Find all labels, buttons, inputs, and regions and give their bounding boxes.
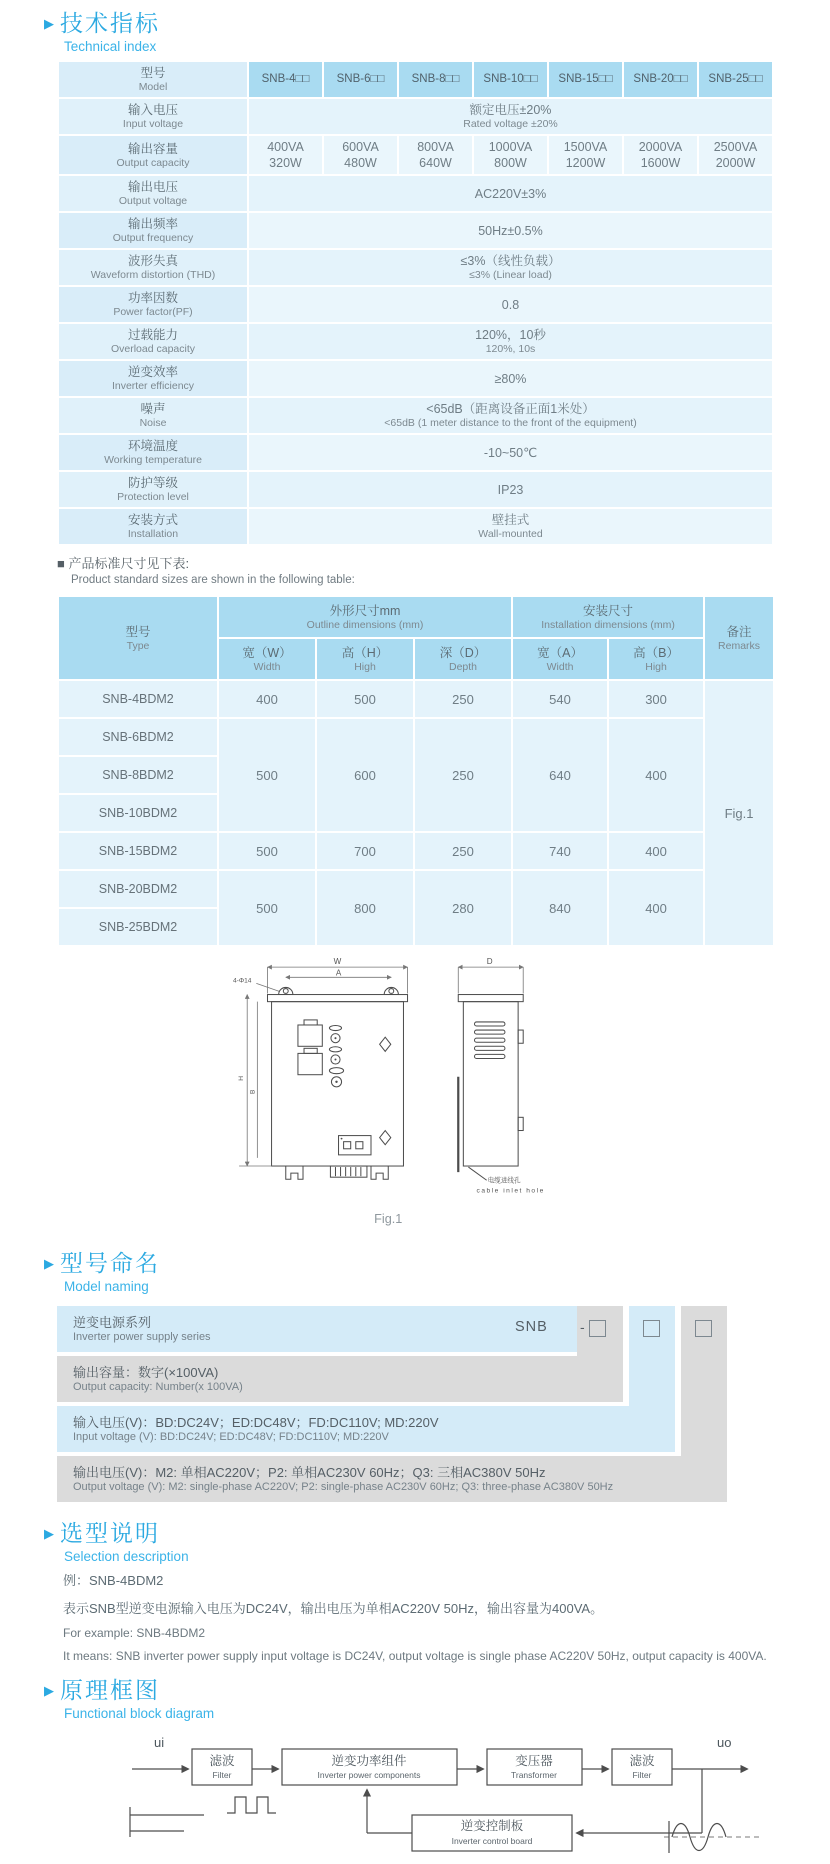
front-view — [233, 957, 408, 1179]
selection-example-en: For example: SNB-4BDM2 — [63, 1626, 206, 1640]
naming-row-series: 逆变电源系列 Inverter power supply series — [57, 1306, 577, 1352]
code-dash: - — [580, 1319, 585, 1335]
section-arrow-icon: ▶ — [44, 15, 54, 31]
spec-row-power-factor: 功率因数 Power factor(PF) 0.8 — [58, 286, 773, 323]
mounting-holes-label: 4-Φ14 — [233, 977, 252, 985]
dims-row: SNB-25BDM2 — [58, 908, 774, 946]
section-arrow-icon: ▶ — [44, 1682, 54, 1698]
panel-meters — [298, 1020, 322, 1075]
svg-text:变压器: 变压器 — [515, 1754, 553, 1768]
block-diagram-svg — [92, 1729, 792, 1859]
dims-row: SNB-8BDM2 — [58, 756, 774, 794]
svg-text:滤波: 滤波 — [629, 1754, 655, 1768]
svg-text:滤波: 滤波 — [209, 1754, 235, 1768]
svg-text:逆变功率组件: 逆变功率组件 — [331, 1754, 407, 1768]
svg-text:Transformer: Transformer — [511, 1770, 557, 1780]
spec-row-output-frequency: 输出频率 Output frequency 50Hz±0.5% — [58, 212, 773, 249]
section-selection-description — [44, 1520, 830, 1564]
mounting-ears — [279, 987, 399, 994]
selection-text — [63, 1570, 830, 1663]
input-voltage-code-box — [643, 1320, 660, 1337]
side-top-plate — [458, 995, 523, 1002]
model-naming-title-en: Model naming — [64, 1279, 149, 1294]
cable-inlet-label-en: cable inlet hole — [476, 1187, 545, 1195]
sine-wave-icon — [664, 1821, 760, 1853]
output-voltage-code-box — [695, 1320, 712, 1337]
model-name-cell: SNB-25□□ — [698, 61, 773, 98]
dc-input-symbol — [130, 1807, 204, 1837]
series-code: SNB — [515, 1319, 548, 1335]
dims-row: SNB-4BDM2 400 500 250 540 300 Fig.1 — [58, 680, 774, 718]
type-header-cell: 型号 Type — [58, 596, 218, 680]
spec-row-input-voltage: 输入电压 Input voltage 额定电压±20% Rated voltage ±20% — [58, 98, 773, 135]
selection-title-zh: 选型说明 — [60, 1520, 160, 1546]
install-dims-header-cell: 安装尺寸 Installation dimensions (mm) — [512, 596, 704, 638]
remarks-header-cell: 备注 Remarks — [704, 596, 774, 680]
spec-row-waveform-distortion: 波形失真 Waveform distortion (THD) ≤3%（线性负载） ≤3% (Linear load) — [58, 249, 773, 286]
input-label: ui — [154, 1735, 165, 1750]
col-high-b: 高（B） High — [608, 638, 704, 680]
figure-caption: Fig.1 — [374, 1211, 403, 1226]
section-technical-index — [44, 0, 830, 54]
dim-b-label: B — [249, 1089, 257, 1094]
block-diagram-title-zh: 原理框图 — [60, 1677, 160, 1703]
terminal-box — [339, 1136, 371, 1155]
capacity-code-box — [589, 1320, 606, 1337]
dimensions-table — [57, 595, 775, 947]
model-name-cell: SNB-4□□ — [248, 61, 323, 98]
dims-row: SNB-6BDM2 500 600 250 640 400 — [58, 718, 774, 756]
dim-h-label: H — [238, 1076, 246, 1081]
model-name-cell: SNB-15□□ — [548, 61, 623, 98]
cable-inlet-label-zh: 电缆进线孔 — [487, 1177, 521, 1185]
spec-row-inverter-efficiency: 逆变效率 Inverter efficiency ≥80% — [58, 360, 773, 397]
selection-title-en: Selection description — [64, 1549, 189, 1564]
model-naming-title-zh: 型号命名 — [60, 1250, 160, 1276]
spec-row-output-voltage: 输出电压 Output voltage AC220V±3% — [58, 175, 773, 212]
selection-example-zh: 例：SNB-4BDM2 — [63, 1573, 164, 1588]
section-arrow-icon: ▶ — [44, 1255, 54, 1271]
dims-header-row — [58, 596, 774, 638]
cabinet-body — [272, 1002, 404, 1166]
model-header-cell: 型号 Model — [58, 61, 248, 98]
svg-text:Filter: Filter — [632, 1770, 652, 1780]
model-name-cell: SNB-10□□ — [473, 61, 548, 98]
naming-row-output-voltage: 输出电压(V)：M2: 单相AC220V；P2: 单相AC230V 60Hz；Q3: 三相AC380V 50Hz Output voltage (V): M2: single-phase AC220V; P2: single-phase AC230V 60Hz; Q3: three-phase AC380V 50Hz — [57, 1456, 727, 1502]
svg-text:Filter: Filter — [212, 1770, 232, 1780]
spec-row-output-capacity: 输出容量 Output capacity 400VA 320W 600VA 480W 800VA 640W 1000VA 800W 1500VA 1200W 2000VA 1600W 2500VA 2000W — [58, 135, 773, 175]
model-naming-ladder — [57, 1306, 773, 1502]
section-arrow-icon: ▶ — [44, 1525, 54, 1541]
col-width-w: 宽（W） Width — [218, 638, 316, 680]
top-plate — [268, 995, 408, 1002]
cabinet-feet — [286, 1166, 388, 1179]
dims-row: SNB-20BDM2 500 800 280 840 400 — [58, 870, 774, 908]
svg-text:逆变控制板: 逆变控制板 — [460, 1819, 524, 1833]
spec-row-protection-level: 防护等级 Protection level IP23 — [58, 471, 773, 508]
selection-meaning-en: It means: SNB inverter power supply input voltage is DC24V, output voltage is single phase AC220V 50Hz, output capacity is 400VA. — [63, 1649, 767, 1663]
standard-sizes-note: ■ 产品标准尺寸见下表: Product standard sizes are shown in the following table: — [57, 556, 355, 586]
section-model-naming — [44, 1250, 830, 1294]
model-name-cell: SNB-8□□ — [398, 61, 473, 98]
model-name-cell: SNB-20□□ — [623, 61, 698, 98]
naming-row-output-capacity: 输出容量：数字(×100VA) Output capacity: Number(x 100VA) — [57, 1356, 623, 1402]
spec-row-installation: 安装方式 Installation 壁挂式 Wall-mounted — [58, 508, 773, 545]
dims-row: SNB-15BDM2 500 700 250 740 400 — [58, 832, 774, 870]
door-latches — [380, 1037, 391, 1145]
col-depth-d: 深（D） Depth — [414, 638, 512, 680]
technical-index-title-zh: 技术指标 — [60, 10, 160, 36]
door-hinges — [518, 1030, 523, 1130]
cable-leader-line — [468, 1167, 486, 1180]
square-wave-icon — [227, 1797, 276, 1813]
block-diagram — [92, 1729, 830, 1864]
dim-a-label: A — [335, 968, 342, 978]
spec-row-overload-capacity: 过载能力 Overload capacity 120%，10秒 120%, 10s — [58, 323, 773, 360]
spec-header-row — [58, 61, 773, 98]
panel-knobs — [329, 1025, 343, 1086]
dim-d-label: D — [486, 957, 493, 967]
model-name-cell: SNB-6□□ — [323, 61, 398, 98]
dims-row: SNB-10BDM2 — [58, 794, 774, 832]
outline-dims-header-cell: 外形尺寸mm Outline dimensions (mm) — [218, 596, 512, 638]
cabinet-drawing — [233, 957, 578, 1233]
dim-w-label: W — [333, 957, 342, 967]
selection-meaning-zh: 表示SNB型逆变电源输入电压为DC24V，输出电压为单相AC220V 50Hz，输出容量为400VA。 — [63, 1601, 604, 1616]
remark-cell: Fig.1 — [704, 680, 774, 946]
col-width-a: 宽（A） Width — [512, 638, 608, 680]
spec-row-working-temperature: 环境温度 Working temperature -10~50℃ — [58, 434, 773, 471]
technical-index-title-en: Technical index — [64, 39, 157, 54]
ventilation-louvers — [475, 1022, 505, 1059]
spec-row-noise: 噪声 Noise <65dB（距离设备正面1米处） <65dB (1 meter distance to the front of the equipment) — [58, 397, 773, 434]
output-label: uo — [717, 1735, 732, 1750]
technical-spec-table — [57, 60, 774, 546]
col-high-h: 高（H） High — [316, 638, 414, 680]
svg-text:Inverter control board: Inverter control board — [451, 1836, 533, 1846]
section-block-diagram — [44, 1677, 830, 1721]
block-diagram-title-en: Functional block diagram — [64, 1706, 215, 1721]
figure-1 — [233, 957, 578, 1238]
svg-text:Inverter power components: Inverter power components — [317, 1770, 421, 1780]
side-view — [458, 957, 545, 1194]
naming-row-input-voltage: 输入电压(V)：BD:DC24V；ED:DC48V；FD:DC110V; MD:220V Input voltage (V): BD:DC24V; ED:DC48V; FD:DC110V; MD:220V — [57, 1406, 675, 1452]
